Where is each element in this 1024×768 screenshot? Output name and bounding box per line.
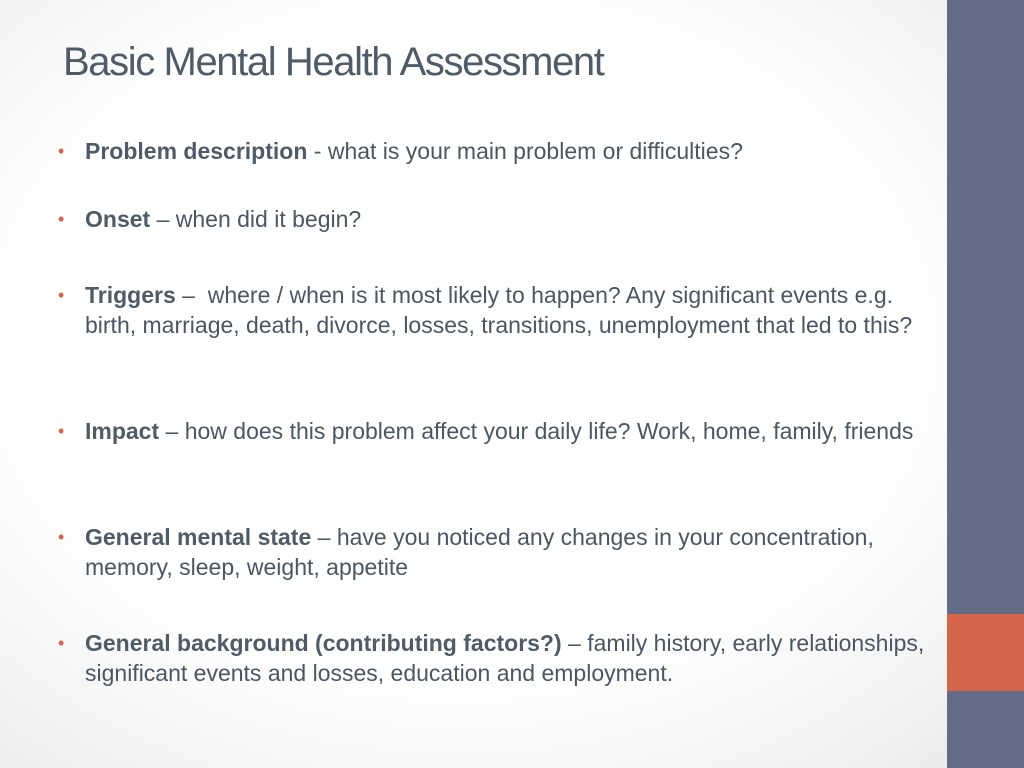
slide-title: Basic Mental Health Assessment: [63, 40, 604, 84]
bullet-dot-icon: •: [58, 633, 65, 653]
bullet-term: General background (contributing factors?): [85, 630, 562, 656]
bullet-dot-icon: •: [58, 141, 65, 161]
bullet-text: where / when is it most likely to happen? Any significant events e.g. birth, marriage, death, divorce, losses, transitions, unemployment that led to this?: [85, 282, 913, 338]
sidebar-decoration: [947, 0, 1024, 768]
bullet-separator: -: [307, 138, 328, 164]
bullet-dot-icon: •: [58, 527, 65, 547]
bullet-term: General mental state: [85, 524, 312, 550]
bullet-separator: –: [159, 418, 185, 444]
bullet-text: how does this problem affect your daily life? Work, home, family, friends: [184, 418, 914, 444]
bullet-problem-description: [58, 136, 925, 166]
bullet-dot-icon: •: [58, 285, 65, 305]
bullet-term: Problem description: [85, 138, 308, 164]
bullet-text: when did it begin?: [175, 206, 362, 232]
bullet-general-background: [58, 628, 925, 688]
bullet-term: Triggers: [85, 282, 176, 308]
bullet-onset: [58, 204, 925, 234]
bullet-term: Onset: [85, 206, 151, 232]
bullet-separator: –: [311, 524, 337, 550]
bullet-text: what is your main problem or difficulties?: [327, 138, 743, 164]
bullet-dot-icon: •: [58, 421, 65, 441]
bullet-separator: –: [175, 282, 208, 308]
bullet-separator: –: [150, 206, 176, 232]
bullet-text: family history, early relationships, significant events and losses, education and employment.: [85, 630, 925, 686]
bullet-text: have you noticed any changes in your concentration, memory, sleep, weight, appetite: [85, 524, 874, 580]
bullet-separator: –: [561, 630, 588, 656]
bullet-dot-icon: •: [58, 209, 65, 229]
bullet-general-mental-state: [58, 522, 925, 582]
bullet-triggers: [58, 280, 925, 340]
sidebar-accent-block: [947, 614, 1024, 691]
bullet-term: Impact: [85, 418, 160, 444]
bullet-impact: [58, 416, 925, 446]
